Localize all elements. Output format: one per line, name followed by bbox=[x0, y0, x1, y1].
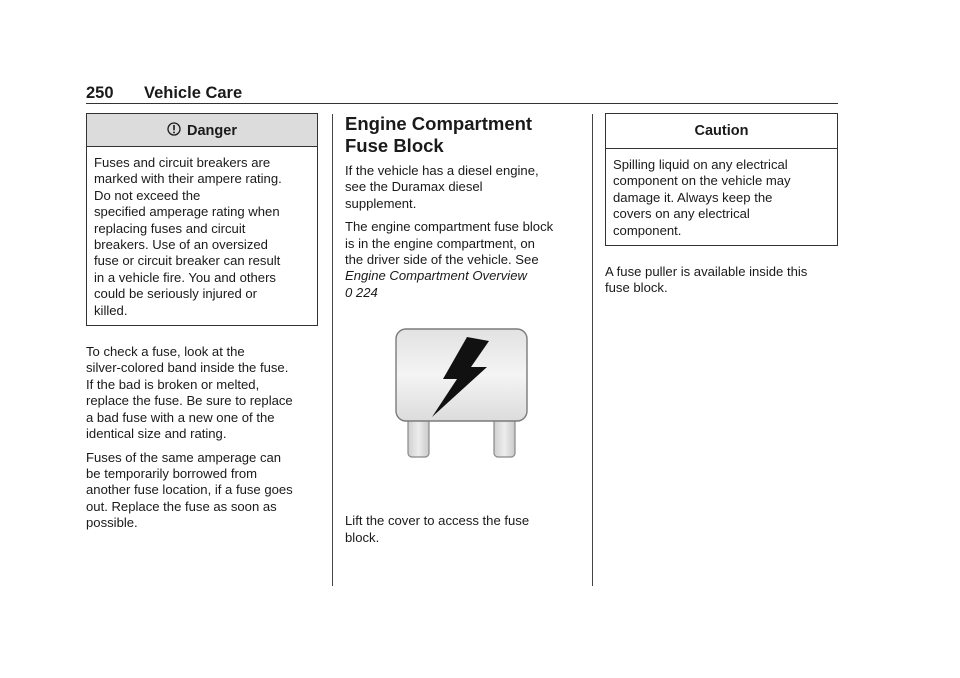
danger-line: Do not exceed the bbox=[94, 187, 201, 203]
column-1 bbox=[86, 113, 318, 539]
caution-box bbox=[605, 113, 838, 246]
page-number: 250 bbox=[86, 84, 114, 102]
fuse-illustration bbox=[345, 321, 580, 501]
warning-circle-icon bbox=[167, 122, 181, 136]
fuse-borrow-paragraph: Fuses of the same amperage can be temporarily borrowed from another fuse location, if a fuse goes out. Replace the fuse as soon as possible. bbox=[86, 449, 293, 531]
caution-title: Caution bbox=[606, 114, 837, 149]
danger-line: killed. bbox=[94, 302, 128, 318]
diesel-paragraph: If the vehicle has a diesel engine, see the Duramax diesel supplement. bbox=[345, 163, 539, 211]
section-title: Vehicle Care bbox=[144, 84, 243, 102]
caution-body bbox=[606, 149, 837, 245]
caution-line: component. bbox=[613, 222, 682, 238]
danger-line: specified amperage rating when bbox=[94, 204, 280, 220]
fuse-puller-paragraph: A fuse puller is available inside this fuse block. bbox=[605, 264, 808, 296]
danger-line: replacing fuses and circuit bbox=[94, 220, 246, 236]
engine-overview-link[interactable]: Engine Compartment Overview bbox=[345, 268, 527, 284]
section-heading: Engine Compartment Fuse Block bbox=[345, 113, 533, 156]
caution-line: damage it. Always keep the bbox=[613, 189, 773, 205]
page-reference[interactable]: 0 224 bbox=[345, 284, 378, 300]
fuse-check-paragraph: To check a fuse, look at the silver-colored band inside the fuse. If the bad is broken or melted, replace the fuse. Be sure to replace a bad fuse with a new one of the identical size and rating. bbox=[86, 344, 293, 442]
location-paragraph: The engine compartment fuse block is in the engine compartment, on the driver side of the vehicle. See Engine Compartment Overview 0 224 bbox=[345, 219, 554, 300]
danger-body bbox=[87, 147, 317, 325]
danger-line: breakers. Use of an oversized bbox=[94, 237, 268, 253]
fuse-lightning-icon bbox=[395, 327, 529, 461]
danger-line: in a vehicle fire. You and others bbox=[94, 269, 276, 285]
danger-header bbox=[87, 114, 317, 147]
danger-line: could be seriously injured or bbox=[94, 286, 258, 302]
column-divider-2 bbox=[592, 114, 593, 586]
danger-line: fuse or circuit breaker can result bbox=[94, 253, 281, 269]
caution-line: covers on any electrical bbox=[613, 206, 750, 222]
caution-line: component on the vehicle may bbox=[613, 173, 791, 189]
danger-line: Fuses and circuit breakers are bbox=[94, 155, 271, 170]
page-header bbox=[86, 84, 838, 104]
lift-cover-caption: Lift the cover to access the fuse block. bbox=[345, 513, 530, 545]
header-rule bbox=[86, 103, 838, 104]
column-divider-1 bbox=[332, 114, 333, 586]
column-2 bbox=[345, 113, 580, 553]
column-3 bbox=[605, 113, 838, 304]
danger-title: Danger bbox=[187, 123, 237, 139]
caution-line: Spilling liquid on any electrical bbox=[613, 157, 788, 172]
danger-box bbox=[86, 113, 318, 326]
danger-line: marked with their ampere rating. bbox=[94, 171, 282, 187]
